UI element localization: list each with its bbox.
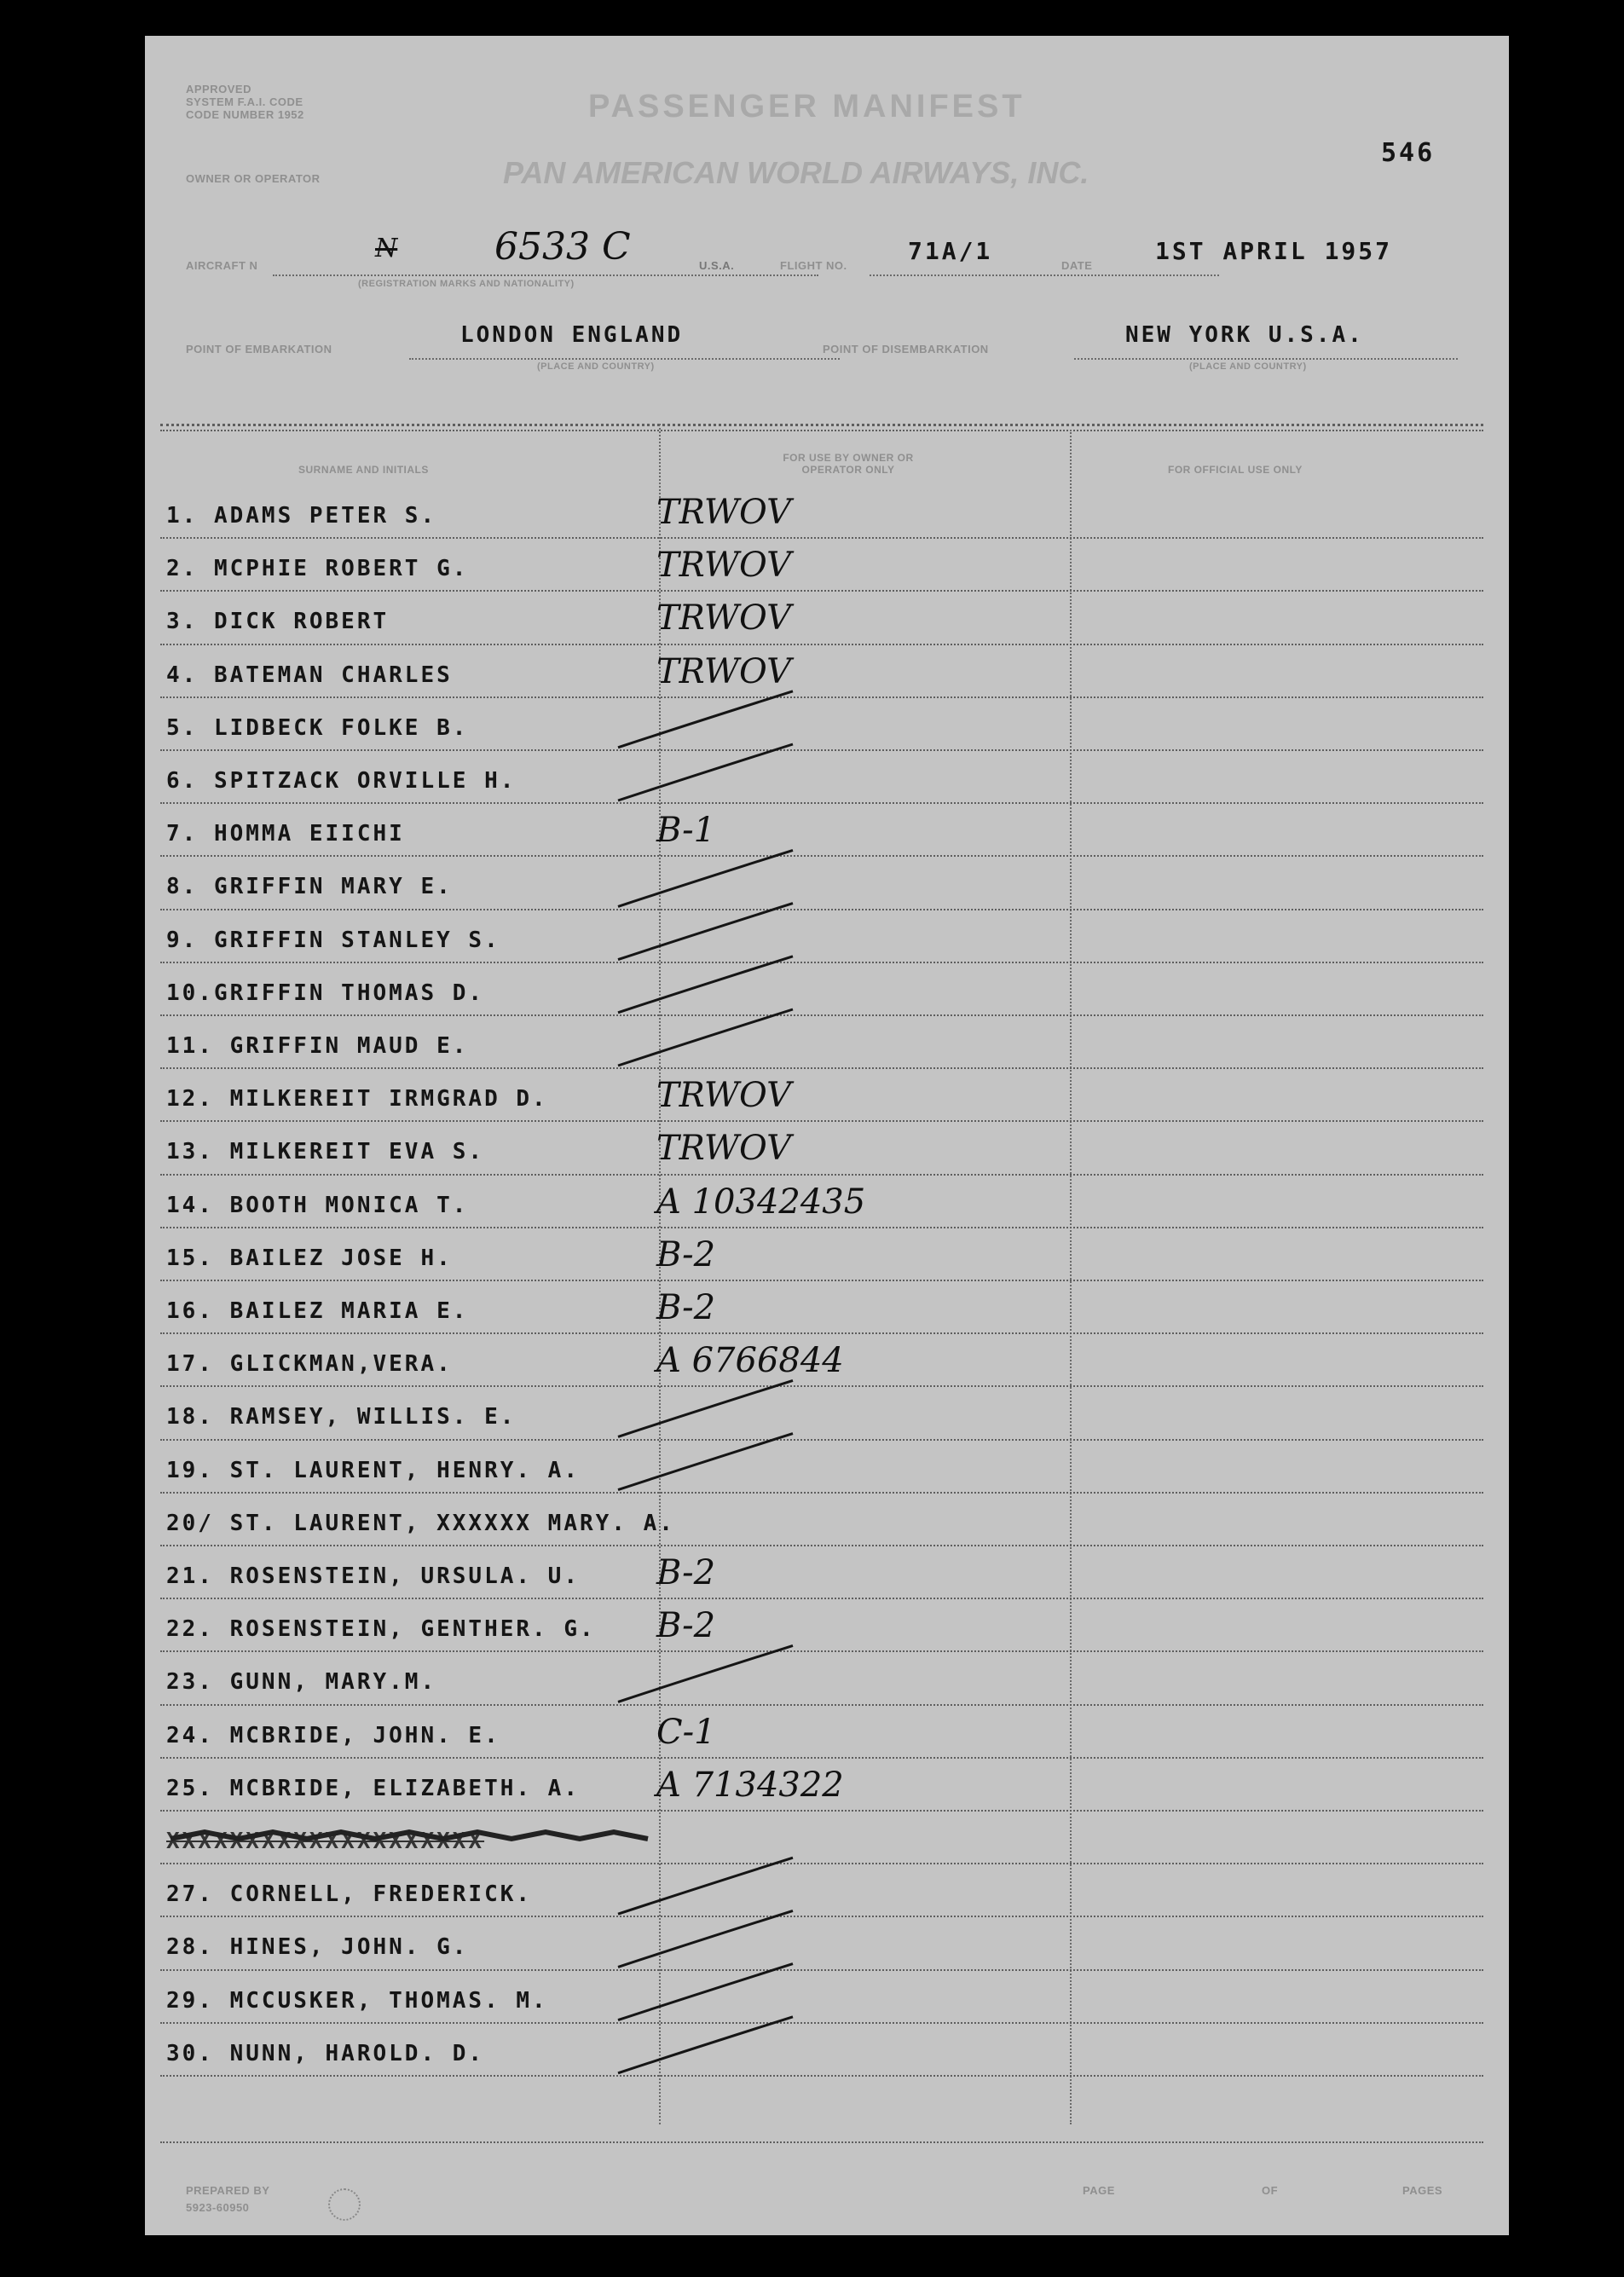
passenger-name: 12. MILKEREIT IRMGRAD D. bbox=[166, 1086, 548, 1112]
check-slash bbox=[618, 1910, 793, 1967]
strike-scribble bbox=[170, 1832, 648, 1839]
flight-label: FLIGHT NO. bbox=[780, 259, 847, 272]
check-slash bbox=[618, 691, 793, 748]
owner-annotation: TRWOV bbox=[656, 598, 792, 639]
place-note-2: (PLACE AND COUNTRY) bbox=[1189, 361, 1307, 372]
aircraft-struck: N bbox=[375, 234, 398, 263]
form-title: PASSENGER MANIFEST bbox=[588, 89, 1026, 124]
passenger-name: 22. ROSENSTEIN, GENTHER. G. bbox=[166, 1616, 596, 1643]
check-slash bbox=[618, 850, 793, 906]
passenger-name: 2. MCPHIE ROBERT G. bbox=[166, 556, 469, 582]
check-slash bbox=[618, 1964, 793, 2020]
passenger-name: 5. LIDBECK FOLKE B. bbox=[166, 714, 469, 741]
check-slash bbox=[618, 904, 793, 960]
owner-annotation: A 6766844 bbox=[656, 1341, 844, 1381]
owner-annotation: TRWOV bbox=[656, 1076, 792, 1116]
owner-annotation: A 10342435 bbox=[656, 1182, 866, 1222]
footer-rule bbox=[160, 2141, 1483, 2143]
pages-label: PAGES bbox=[1402, 2184, 1443, 2197]
form-code: 5923-60950 bbox=[186, 2201, 250, 2214]
passenger-name: 19. ST. LAURENT, HENRY. A. bbox=[166, 1457, 580, 1483]
aircraft-number: 6533 C bbox=[494, 225, 631, 269]
owner-annotation: TRWOV bbox=[656, 546, 792, 586]
date-value: 1ST APRIL 1957 bbox=[1155, 237, 1393, 265]
owner-annotation: TRWOV bbox=[656, 1129, 792, 1169]
col-official: FOR OFFICIAL USE ONLY bbox=[1168, 464, 1303, 476]
approval-line: APPROVED bbox=[186, 83, 251, 95]
disembark-label: POINT OF DISEMBARKATION bbox=[823, 343, 989, 355]
passenger-name: 16. BAILEZ MARIA E. bbox=[166, 1298, 469, 1324]
passenger-name: 28. HINES, JOHN. G. bbox=[166, 1934, 469, 1961]
place-note-1: (PLACE AND COUNTRY) bbox=[537, 361, 655, 372]
check-slash bbox=[618, 2017, 793, 2073]
check-slash bbox=[618, 956, 793, 1013]
check-slash bbox=[618, 1645, 793, 1702]
passenger-name: 14. BOOTH MONICA T. bbox=[166, 1192, 469, 1218]
check-slash bbox=[618, 1380, 793, 1436]
passenger-name: 30. NUNN, HAROLD. D. bbox=[166, 2040, 485, 2066]
page-label: PAGE bbox=[1083, 2184, 1115, 2197]
passenger-name: 3. DICK ROBERT bbox=[166, 609, 390, 635]
passenger-name: 7. HOMMA EIICHI bbox=[166, 821, 405, 847]
aircraft-label: AIRCRAFT N bbox=[186, 259, 258, 272]
passenger-name: 27. CORNELL, FREDERICK. bbox=[166, 1881, 533, 1908]
owner-annotation: TRWOV bbox=[656, 493, 792, 532]
check-slash bbox=[618, 744, 793, 800]
approval-line: SYSTEM F.A.I. CODE bbox=[186, 95, 303, 108]
check-marks-layer bbox=[145, 36, 1509, 2235]
owner-annotation: B-1 bbox=[656, 811, 716, 851]
passenger-name: 29. MCCUSKER, THOMAS. M. bbox=[166, 1987, 548, 2014]
owner-annotation: C-1 bbox=[656, 1712, 716, 1752]
registration-note: (REGISTRATION MARKS AND NATIONALITY) bbox=[358, 279, 575, 289]
owner-annotation: B-2 bbox=[656, 1606, 716, 1646]
approval-line: CODE NUMBER 1952 bbox=[186, 108, 304, 121]
col-surname: SURNAME AND INITIALS bbox=[298, 464, 429, 476]
owner-annotation: B-2 bbox=[656, 1553, 716, 1592]
passenger-name: 1. ADAMS PETER S. bbox=[166, 503, 437, 529]
passenger-name: 21. ROSENSTEIN, URSULA. U. bbox=[166, 1563, 580, 1589]
passenger-name: 4. BATEMAN CHARLES bbox=[166, 662, 453, 688]
check-slash bbox=[618, 1858, 793, 1914]
passenger-name: 13. MILKEREIT EVA S. bbox=[166, 1139, 485, 1165]
of-label: OF bbox=[1262, 2184, 1279, 2197]
operator-name: PAN AMERICAN WORLD AIRWAYS, INC. bbox=[503, 155, 1089, 190]
passenger-name: 24. MCBRIDE, JOHN. E. bbox=[166, 1722, 500, 1748]
passenger-name: 20/ ST. LAURENT, XXXXXX MARY. A. bbox=[166, 1510, 675, 1536]
page-number: 546 bbox=[1381, 138, 1436, 168]
passenger-name: 9. GRIFFIN STANLEY S. bbox=[166, 927, 500, 953]
embark-label: POINT OF EMBARKATION bbox=[186, 343, 332, 355]
stamp-seal bbox=[328, 2188, 361, 2221]
owner-annotation: B-2 bbox=[656, 1234, 716, 1274]
passenger-name: 6. SPITZACK ORVILLE H. bbox=[166, 768, 517, 794]
passenger-name: XXXXXXXXXXXXXXXXXXXX bbox=[166, 1829, 485, 1854]
nationality: U.S.A. bbox=[699, 259, 735, 272]
passenger-name: 17. GLICKMAN,VERA. bbox=[166, 1351, 453, 1378]
passenger-name: 8. GRIFFIN MARY E. bbox=[166, 874, 453, 900]
passenger-name: 11. GRIFFIN MAUD E. bbox=[166, 1033, 469, 1059]
embark-value: LONDON ENGLAND bbox=[460, 322, 684, 348]
passenger-name: 15. BAILEZ JOSE H. bbox=[166, 1245, 453, 1271]
col-owner: FOR USE BY OWNER OR OPERATOR ONLY bbox=[783, 452, 914, 476]
passenger-name: 25. MCBRIDE, ELIZABETH. A. bbox=[166, 1775, 580, 1801]
check-slash bbox=[618, 1434, 793, 1490]
owner-label: OWNER OR OPERATOR bbox=[186, 172, 321, 185]
prepared-by-label: PREPARED BY bbox=[186, 2184, 270, 2197]
passenger-name: 23. GUNN, MARY.M. bbox=[166, 1669, 437, 1696]
owner-annotation: A 7134322 bbox=[656, 1765, 844, 1805]
date-label: DATE bbox=[1061, 259, 1093, 272]
disembark-value: NEW YORK U.S.A. bbox=[1125, 322, 1364, 348]
owner-annotation: B-2 bbox=[656, 1288, 716, 1327]
check-slash bbox=[618, 1009, 793, 1066]
manifest-sheet bbox=[145, 36, 1509, 2235]
passenger-name: 18. RAMSEY, WILLIS. E. bbox=[166, 1404, 517, 1430]
owner-annotation: TRWOV bbox=[656, 651, 792, 691]
flight-number: 71A/1 bbox=[908, 237, 993, 265]
passenger-name: 10.GRIFFIN THOMAS D. bbox=[166, 980, 485, 1006]
